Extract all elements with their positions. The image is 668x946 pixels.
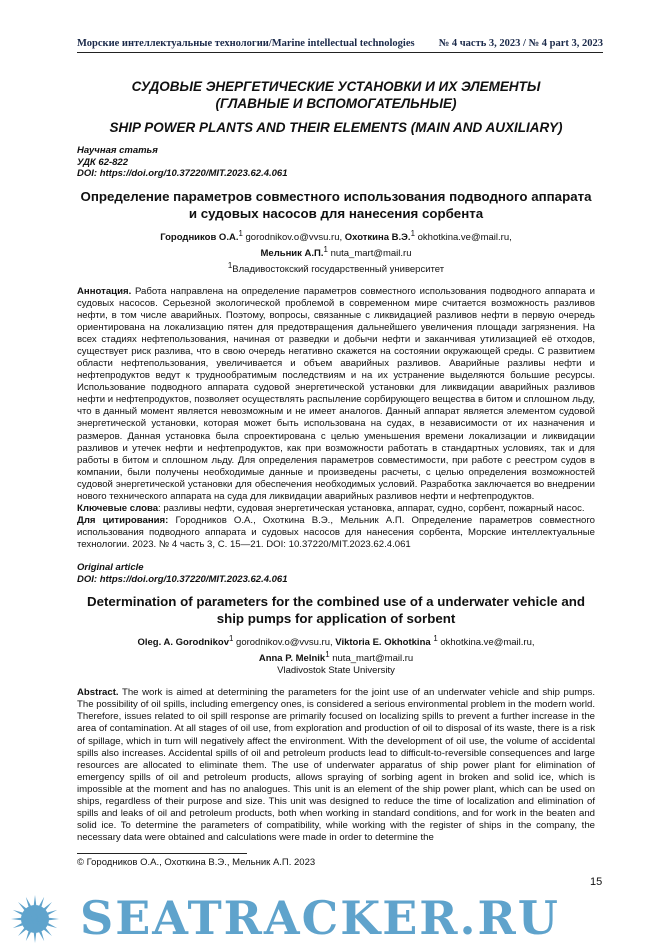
email-link[interactable]: gorodnikov.o@vvsu.ru,	[236, 637, 333, 649]
keywords-ru: Ключевые слова: разливы нефти, судовая энергетическая установка, аппарат, судно, сорбент, пожарный насос.	[77, 502, 585, 514]
citation-ru: Для цитирования: Городников О.А., Охоткина В.Э., Мельник А.П. Определение параметров совместного использования подводного аппарата и судовых насосов для нанесения сорбента, Морские интеллектуальные технологии. 2023. № 4 часть 3, С. 15—21. DOI: 10.37220/MIT.2023.62.4.061	[77, 514, 595, 550]
copyright-footnote: © Городников О.А., Охоткина В.Э., Мельник А.П. 2023	[77, 857, 316, 868]
article-title-ru: Определение параметров совместного использования подводного аппарата и судовых насосов для нанесения сорбента	[80, 188, 592, 221]
watermark	[0, 891, 668, 945]
affiliation: Владивостокский государственный университет	[232, 263, 445, 275]
article-meta-en	[77, 562, 595, 585]
authors-ru: Городников О.А.$^1$ gorodnikov.o@vvsu.ru, Охоткина В.Э.$^1$ okhotkina.ve@mail.ru, Мельник А.П.$^1$ nuta_mart@mail.ru $^1$Владивостокский государственный университет	[160, 228, 512, 275]
abstract-ru: Аннотация. Работа направлена на определение параметров совместного использования подводного аппарата и судовых насосов. Серьезной экологической проблемой в современном мире считается возможность разливов нефти, в том числе аварийных. Поэтому, вопросы, связанные с ликвидацией разливов нефти в первую очередь ориентирована на локализацию пятен для предотвращения дальнейшего увеличения площади загрязнения. На всех стадиях нефтепользования, начиная от разведки и добычи нефти и заканчивая утилизацией её отходов, существует риск разлива, что в свою очередь негативно скажется на состоянии окружающей среды. С развитием области нефтепользования, увеличивается и объем аварийных разливов. Аварийные разливы нефти и нефтепродуктов ведут к труднообратимым последствиям и на их устранение выделяются большие ресурсы. Использование подводного аппарата судовой энергетической установки для ликвидации аварийных разливов нефти и нефтепродуктов, позволяет осуществлять распыление сорбирующего вещества в битом и сплошном льду, что в данный момент является невозможным и не имеет аналогов. Данный аппарат является элементом судовой энергетической установки, которая может быть использована на судах, в независимости от их назначения и размеров. Данная установка была спроектирована с целью уменьшения времени локализации и ликвидации разливов и утечек нефти и нефтепродуктов, как при возможности работать в стандартных условиях, так и для работы в битом и сплошном льду. Для определения параметров совместимости, при работе с реестром судов в компании, были получены необходимые данные и произведены расчеты, с целью определения возможностей судовой энергетической установки для обеспечения необходимых условий. Разработка заключается во внедрении нового технического аппарата на суда для ликвидации аварийных разливов нефти и нефтепродуктов.	[77, 285, 595, 502]
udk: УДК 62-822	[77, 156, 128, 168]
abstract-en: Abstract. The work is aimed at determining the parameters for the joint use of an underwater vehicle and ship pumps. The possibility of oil spills, including emergency ones, is considered a serious environmental problem in the modern world. Therefore, issues related to oil spill response are primarily focused on localizing spills to prevent a further increase in the area of contamination. At all stages of oil use, from exploration and production of oil to disposal of its waste, there is a risk of spillage, which in turn will negatively affect the environment. With the development of oil use, the volume of accidental spills also increases. Accidental spills of oil and petroleum products lead to difficult-to-reversible consequences and large resources are allocated to eliminate them. The use of underwater apparatus of ship power plant for elimination of emergency spills of oil and petroleum products, allows spraying of sorbing agent in broken and solid ice, which is impossible at the moment and has no analogues. This unit is an element of the ship power plant, which can be used on ships, regardless of their purpose and size. This unit was designed to reduce the time of localization and elimination of spills and leaks of oil and petroleum products, both when working in standard conditions, and for work in the beaten and solid ice. To determine the parameters of compatibility, while working with the register of ships in the company, the necessary data were obtained and calculations were made in order to determine the	[77, 687, 595, 843]
sunburst-icon	[0, 894, 70, 944]
article-content	[77, 78, 595, 844]
running-header	[77, 38, 603, 53]
section-heading-ru: СУДОВЫЕ ЭНЕРГЕТИЧЕСКИЕ УСТАНОВКИ И ИХ ЭЛЕМЕНТЫ (ГЛАВНЫЕ И ВСПОМОГАТЕЛЬНЫЕ)	[131, 79, 541, 111]
article-type-en: Original article	[77, 562, 144, 573]
email-link[interactable]: nuta_mart@mail.ru	[332, 653, 414, 665]
issue-info: № 4 часть 3, 2023 / № 4 part 3, 2023	[438, 38, 603, 49]
article-title-en: Determination of parameters for the combined use of a underwater vehicle and ship pumps for application of sorbent	[86, 594, 585, 626]
section-heading-en: SHIP POWER PLANTS AND THEIR ELEMENTS (MAIN AND AUXILIARY)	[109, 120, 563, 135]
email-link[interactable]: okhotkina.ve@mail.ru,	[440, 637, 535, 649]
page-number: 15	[590, 876, 603, 888]
email-link[interactable]: okhotkina.ve@mail.ru,	[417, 231, 512, 243]
affiliation-en: Vladivostok State University	[277, 665, 395, 677]
watermark-text: SEATRACKER.RU	[80, 891, 560, 945]
email-link[interactable]: nuta_mart@mail.ru	[330, 247, 412, 259]
email-link[interactable]: gorodnikov.o@vvsu.ru,	[245, 231, 343, 243]
doi-link[interactable]: DOI: https://doi.org/10.37220/MIT.2023.62.4.061	[77, 168, 288, 179]
article-type: Научная статья	[77, 145, 158, 156]
journal-name: Морские интеллектуальные технологии/Marine intellectual technologies	[77, 38, 415, 49]
article-meta-ru	[77, 145, 595, 180]
authors-en: Oleg. A. Gorodnikov$^1$ gorodnikov.o@vvsu.ru, Viktoria E. Okhotkina $^1$ okhotkina.ve@mail.ru, Anna P. Melnik$^1$ nuta_mart@mail.ru Vladivostok State University	[137, 634, 535, 677]
doi-link-en[interactable]: DOI: https://doi.org/10.37220/MIT.2023.62.4.061	[77, 573, 288, 585]
footnote-divider	[77, 853, 247, 854]
